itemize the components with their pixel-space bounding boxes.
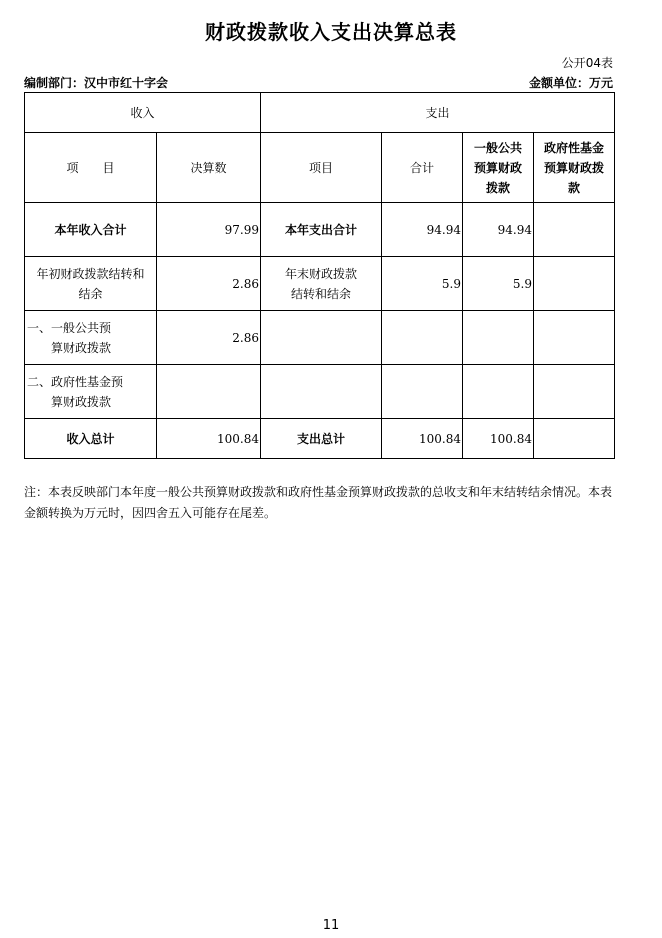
page-number: 11: [322, 918, 340, 933]
expense-total: 5.9: [382, 257, 463, 311]
expense-label: [261, 365, 382, 419]
expense-general: 100.84: [463, 419, 534, 459]
header-income-item: 项 目: [25, 133, 157, 203]
income-label: [25, 257, 157, 311]
expense-general: 5.9: [463, 257, 534, 311]
table-row: [25, 365, 615, 419]
expense-fund: [534, 203, 615, 257]
income-amount: 2.86: [157, 257, 261, 311]
expense-label: 支出总计: [261, 419, 382, 459]
header-amount: 决算数: [157, 133, 261, 203]
expense-label-line2: 结转和结余: [291, 286, 352, 301]
header-general-line1: 一般公共: [474, 140, 523, 155]
income-label-line2: 算财政拨款: [51, 394, 112, 409]
expense-fund: [534, 257, 615, 311]
table-row: [25, 419, 615, 459]
header-total: 合计: [382, 133, 463, 203]
income-group-header: 收入: [25, 93, 261, 133]
expense-total: 94.94: [382, 203, 463, 257]
table-note: 注：本表反映部门本年度一般公共预算财政拨款和政府性基金预算财政拨款的总收支和年末结转结余情况。本表金额转换为万元时，因四舍五入可能存在尾差。: [24, 485, 613, 520]
header-general-line3: 拨款: [486, 180, 511, 195]
expense-general: [463, 311, 534, 365]
compiling-department: 编制部门：汉中市红十字会: [24, 76, 169, 90]
income-label: [25, 365, 157, 419]
income-label-line2: 算财政拨款: [51, 340, 112, 355]
income-label: 收入总计: [25, 419, 157, 459]
income-label-line1: 年初财政拨款结转和: [36, 266, 145, 281]
expense-label: [261, 257, 382, 311]
income-amount: [157, 365, 261, 419]
report-title: 财政拨款收入支出决算总表: [205, 20, 457, 44]
table-row: [25, 311, 615, 365]
income-amount: 100.84: [157, 419, 261, 459]
expense-total: [382, 365, 463, 419]
expense-fund: [534, 419, 615, 459]
header-general-line2: 预算财政: [474, 160, 523, 175]
form-number: 公开04表: [561, 56, 613, 70]
expense-label: [261, 311, 382, 365]
income-amount: 97.99: [157, 203, 261, 257]
expense-total: 100.84: [382, 419, 463, 459]
expense-fund: [534, 365, 615, 419]
income-label: 本年收入合计: [25, 203, 157, 257]
expense-group-header: 支出: [261, 93, 615, 133]
expense-total: [382, 311, 463, 365]
amount-unit: 金额单位：万元: [528, 76, 613, 90]
income-amount: 2.86: [157, 311, 261, 365]
header-general-budget: [463, 133, 534, 203]
income-label: [25, 311, 157, 365]
expense-label: 本年支出合计: [261, 203, 382, 257]
fiscal-summary-table: [24, 92, 615, 459]
income-label-line2: 结余: [78, 286, 103, 301]
column-header-row: [25, 133, 615, 203]
income-label-line1: 二、政府性基金预: [27, 374, 124, 389]
expense-general: 94.94: [463, 203, 534, 257]
expense-fund: [534, 311, 615, 365]
header-fund-line2: 预算财政拨: [544, 160, 605, 175]
header-fund-budget: [534, 133, 615, 203]
group-header-row: [25, 93, 615, 133]
table-row: [25, 203, 615, 257]
header-fund-line3: 款: [568, 180, 581, 195]
income-label-line1: 一、一般公共预: [27, 320, 112, 335]
expense-general: [463, 365, 534, 419]
table-row: [25, 257, 615, 311]
header-expense-item: 项目: [261, 133, 382, 203]
header-fund-line1: 政府性基金: [544, 140, 605, 155]
expense-label-line1: 年末财政拨款: [285, 266, 358, 281]
